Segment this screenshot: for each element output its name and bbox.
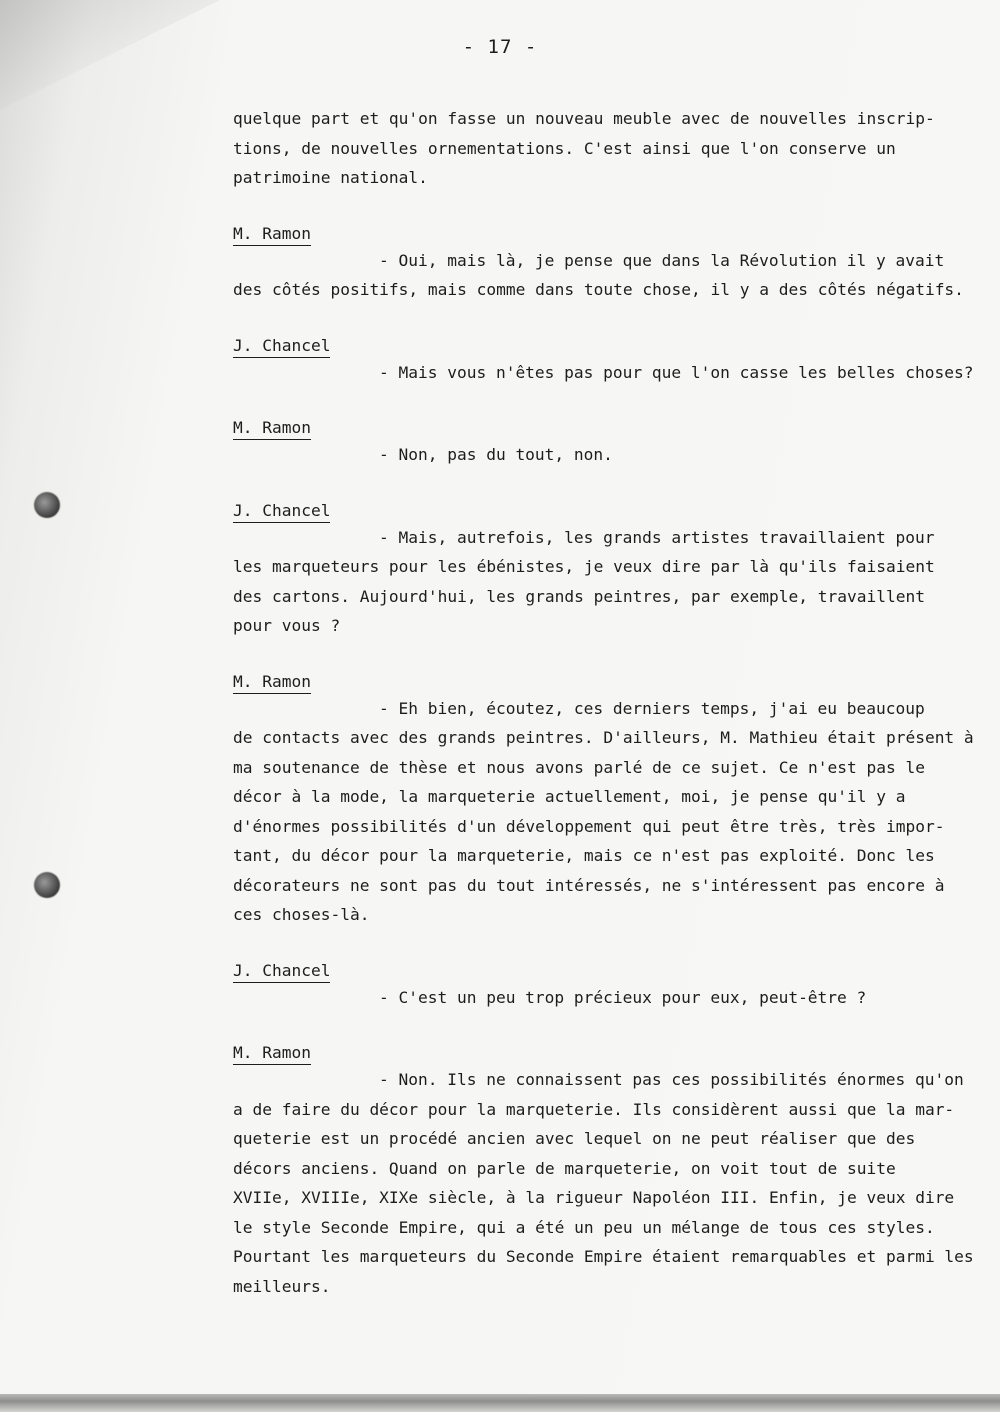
text-line: quelque part et qu'on fasse un nouveau meuble avec de nouvelles inscrip- [233, 109, 935, 128]
text-line: des cartons. Aujourd'hui, les grands peintres, par exemple, travaillent [233, 586, 925, 606]
speaker-name: M. Ramon [233, 223, 311, 246]
text-line: - Eh bien, écoutez, ces derniers temps, j'ai eu beaucoup [379, 698, 925, 718]
exchange [233, 1040, 993, 1301]
text-line: décorateurs ne sont pas du tout intéressés, ne s'intéressent pas encore à [233, 875, 945, 895]
text-line: a de faire du décor pour la marqueterie. Ils considèrent aussi que la mar- [233, 1099, 955, 1119]
text-line: - C'est un peu trop précieux pour eux, peut-être ? [379, 987, 867, 1007]
speaker-name: J. Chancel [233, 335, 330, 358]
text-line: XVIIe, XVIIIe, XIXe siècle, à la rigueur Napoléon III. Enfin, je veux dire [233, 1188, 955, 1207]
exchange [233, 498, 993, 641]
text-line: tions, de nouvelles ornementations. C'est ainsi que l'on conserve un [233, 138, 896, 158]
exchange [233, 221, 993, 305]
speaker-name: J. Chancel [233, 500, 330, 523]
text-line: décor à la mode, la marqueterie actuellement, moi, je pense qu'il y a [233, 787, 906, 806]
text-line: meilleurs. [233, 1276, 331, 1296]
exchange [233, 415, 993, 470]
page-number: - 17 - [462, 36, 538, 58]
text-line: - Mais, autrefois, les grands artistes travaillaient pour [379, 527, 935, 547]
text-line: queterie est un procédé ancien avec lequel on ne peut réaliser que des [233, 1129, 916, 1148]
text-line: - Non, pas du tout, non. [379, 445, 613, 464]
transcript-body [233, 104, 993, 1329]
speaker-name: M. Ramon [233, 671, 311, 694]
page-bottom-edge [0, 1394, 1000, 1412]
exchange [233, 333, 993, 388]
speaker-name: J. Chancel [233, 960, 330, 983]
text-line: décors anciens. Quand on parle de marqueterie, on voit tout de suite [233, 1158, 896, 1178]
exchange [233, 669, 993, 930]
speaker-name: M. Ramon [233, 1042, 311, 1065]
punch-hole-lower [34, 872, 60, 898]
text-line: d'énormes possibilités d'un développement qui peut être très, très impor- [233, 816, 945, 836]
text-line: Pourtant les marqueteurs du Seconde Empire étaient remarquables et parmi les [233, 1247, 974, 1266]
text-line: - Non. Ils ne connaissent pas ces possibilités énormes qu'on [379, 1070, 964, 1089]
text-line: le style Seconde Empire, qui a été un peu un mélange de tous ces styles. [233, 1217, 935, 1237]
speaker-name: M. Ramon [233, 417, 311, 440]
text-line: des côtés positifs, mais comme dans toute chose, il y a des côtés négatifs. [233, 280, 964, 299]
text-line: tant, du décor pour la marqueterie, mais ce n'est pas exploité. Donc les [233, 846, 935, 865]
opening-paragraph [233, 104, 993, 193]
text-line: de contacts avec des grands peintres. D'ailleurs, M. Mathieu était présent à [233, 728, 974, 747]
text-line: pour vous ? [233, 616, 341, 635]
text-line: patrimoine national. [233, 168, 428, 187]
exchange [233, 958, 993, 1013]
text-line: ces choses-là. [233, 905, 370, 924]
text-line: - Mais vous n'êtes pas pour que l'on casse les belles choses? [379, 362, 974, 382]
punch-hole-upper [34, 492, 60, 518]
text-line: - Oui, mais là, je pense que dans la Révolution il y avait [379, 250, 945, 270]
text-line: les marqueteurs pour les ébénistes, je veux dire par là qu'ils faisaient [233, 557, 935, 576]
text-line: ma soutenance de thèse et nous avons parlé de ce sujet. Ce n'est pas le [233, 757, 925, 777]
